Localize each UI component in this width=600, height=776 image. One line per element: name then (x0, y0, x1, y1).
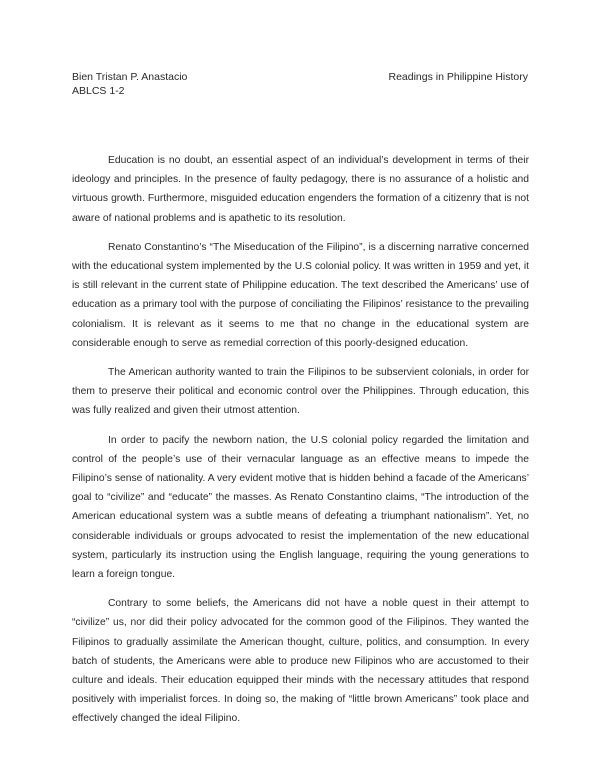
course-title: Readings in Philippine History (388, 71, 528, 83)
author-block (72, 70, 187, 98)
author-name: Bien Tristan P. Anastacio (72, 71, 188, 83)
essay-body (72, 151, 529, 739)
paragraph-1: Education is no doubt, an essential aspect of an individual’s development in terms of their ideology and principles. In the presence of faulty pedagogy, there is no assurance of a holistic and virtuous growth. Furthermore, misguided education engenders the formation of a citizenry that is not aware of national problems and is apathetic to its resolution. (72, 155, 529, 224)
paragraph-3: The American authority wanted to train the Filipinos to be subservient colonials, in order for them to preserve their political and economic control over the Philippines. Through education, this was fully realized and given their utmost attention. (72, 367, 529, 417)
paragraph-2: Renato Constantino’s “The Miseducation of the Filipino”, is a discerning narrative concerned with the educational system implemented by the U.S colonial policy. It was written in 1959 and yet, it is still relevant in the current state of Philippine education. The text described the Americans’ use of education as a primary tool with the purpose of conciliating the Filipinos’ resistance to the prevailing colonialism. It is relevant as it seems to me that no change in the educational system are considerable enough to serve as remedial correction of this poorly-designed education. (72, 241, 529, 349)
paragraph-4: In order to pacify the newborn nation, the U.S colonial policy regarded the limitation and control of the people’s use of their vernacular language as an effective means to impede the Filipino’s sense of nationality. A very evident motive that is hidden behind a facade of the Americans’ goal to “civilize” and “educate” the masses. As Renato Constantino claims, “The introduction of the American educational system was a subtle means of defeating a triumphant nationalism”. Yet, no considerable individuals or groups advocated to resist the implementation of the new educational system, particularly its instruction using the English language, requiring the young generations to learn a foreign tongue. (72, 434, 529, 581)
class-section: ABLCS 1-2 (72, 85, 125, 97)
paragraph-5: Contrary to some beliefs, the Americans did not have a noble quest in their attempt to “civilize” us, nor did their policy advocated for the common good of the Filipinos. They wanted the Filipinos to gradually assimilate the American thought, culture, politics, and consumption. In every batch of students, the Americans were able to produce new Filipinos who are accustomed to their culture and ideals. Their education equipped their minds with the necessary attitudes that respond positively with imperialist forces. In doing so, the making of “little brown Americans” took place and effectively changed the ideal Filipino. (72, 598, 529, 725)
